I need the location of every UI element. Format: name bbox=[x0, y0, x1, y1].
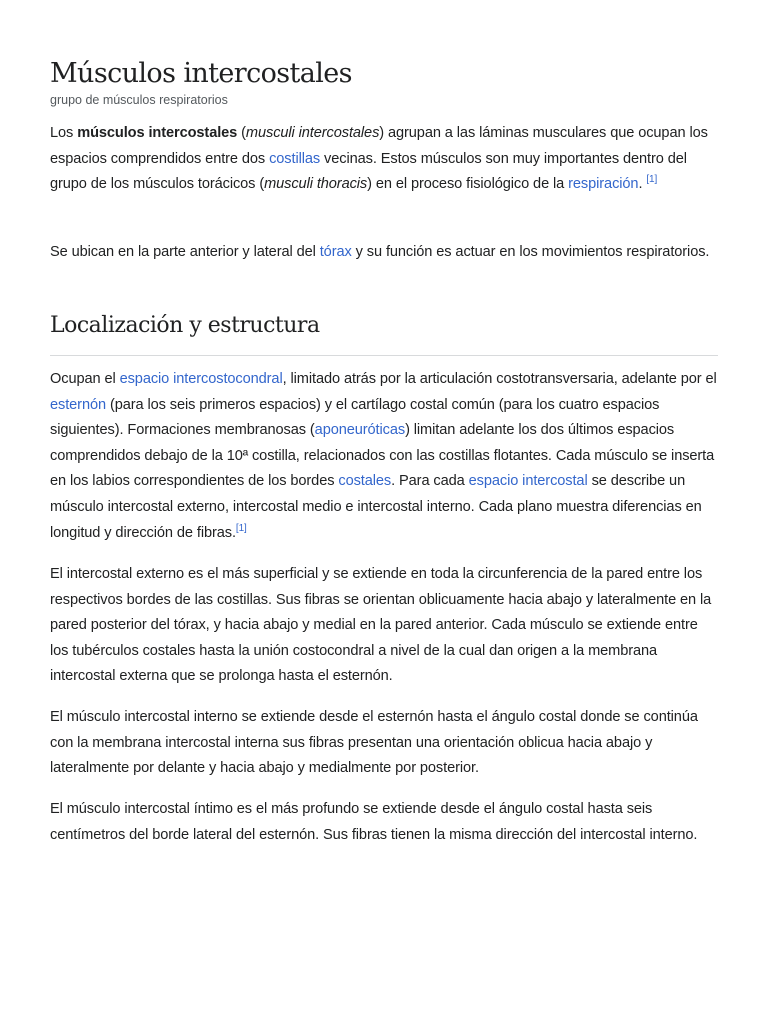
section-paragraph-2: El intercostal externo es el más superficial y se extiende en toda la circunferencia de la pared entre los respectivos bordes de las costillas. Sus fibras se orientan oblicuamente hacia abajo y lateralmente en la pared posterior del tórax, y hacia abajo y medial en la pared anterior. Cada músculo se extiende entre los tubérculos costales hasta la unión costocondral a nivel de la cual dan origen a la membrana intercostal externa que se prolonga hasta el esternón. bbox=[50, 566, 712, 685]
intro-paragraph-1 bbox=[50, 121, 718, 198]
link-espacio-intercostocondral[interactable]: espacio intercostocondral bbox=[119, 371, 283, 387]
text-run: ) agrupan a las láminas musculares que ocupan los espacios comprendidos entre dos bbox=[50, 125, 708, 167]
text-run: (para los seis primeros espacios) y el cartílago costal común (para los cuatro espacios siguientes). Formaciones membranosas ( bbox=[50, 396, 660, 439]
section-paragraph-3: El músculo intercostal interno se extiende desde el esternón hasta el ángulo costal donde se continúa con la membrana intercostal interna sus fibras presentan una orientación oblicua hacia abajo y lateralmente por delante y hacia abajo y medialmente por posterior. bbox=[50, 709, 698, 777]
intro-paragraph-2 bbox=[50, 240, 718, 266]
text-run: Ocupan el bbox=[50, 371, 120, 387]
page-subtitle: grupo de músculos respiratorios bbox=[50, 93, 228, 107]
reference-link[interactable]: [1] bbox=[235, 522, 247, 534]
section-paragraph-1 bbox=[50, 367, 718, 546]
latin-term: musculi thoracis bbox=[264, 176, 368, 193]
section-divider bbox=[50, 355, 718, 356]
page-title: Músculos intercostales bbox=[50, 58, 352, 89]
text-run: . Para cada bbox=[391, 473, 469, 490]
link-torax[interactable]: tórax bbox=[319, 244, 352, 260]
text-run: ( bbox=[237, 125, 246, 141]
text-run: , limitado atrás por la articulación costotransversaria, adelante por el bbox=[282, 371, 717, 387]
link-aponeuroticas[interactable]: aponeuróticas bbox=[314, 422, 406, 439]
link-esternon[interactable]: esternón bbox=[50, 396, 106, 413]
text-run: se describe un músculo intercostal externo, intercostal medio e intercostal interno. Cada plano muestra diferencias en longitud y dirección de fibras. bbox=[50, 473, 702, 541]
link-respiracion[interactable]: respiración bbox=[568, 176, 639, 193]
section-paragraph-4: El músculo intercostal íntimo es el más profundo se extiende desde el ángulo costal hasta seis centímetros del borde lateral del esternón. Sus fibras tienen la misma dirección del intercostal interno. bbox=[50, 801, 698, 843]
text-run: . bbox=[638, 176, 647, 193]
text-run: ) limitan adelante los dos últimos espacios comprendidos debajo de la 10ª costilla, relacionados con las costillas flotantes. Cada músculo se inserta en los labios correspondientes de los bordes bbox=[50, 422, 715, 490]
link-espacio-intercostal[interactable]: espacio intercostal bbox=[468, 473, 588, 490]
text-run: y su función es actuar en los movimientos respiratorios. bbox=[351, 244, 710, 260]
reference-link[interactable]: [1] bbox=[646, 174, 658, 186]
text-run: ) en el proceso fisiológico de la bbox=[367, 176, 569, 193]
link-costillas[interactable]: costillas bbox=[269, 150, 321, 167]
text-run: vecinas. Estos músculos son muy importantes dentro del grupo de los músculos torácicos ( bbox=[50, 150, 687, 193]
link-costales[interactable]: costales bbox=[338, 473, 392, 490]
text-run: Se ubican en la parte anterior y lateral del bbox=[50, 244, 320, 260]
section-heading: Localización y estructura bbox=[50, 313, 320, 338]
latin-term: musculi intercostales bbox=[245, 125, 380, 141]
bold-term: músculos intercostales bbox=[77, 125, 238, 141]
text-run: Los bbox=[50, 125, 78, 141]
